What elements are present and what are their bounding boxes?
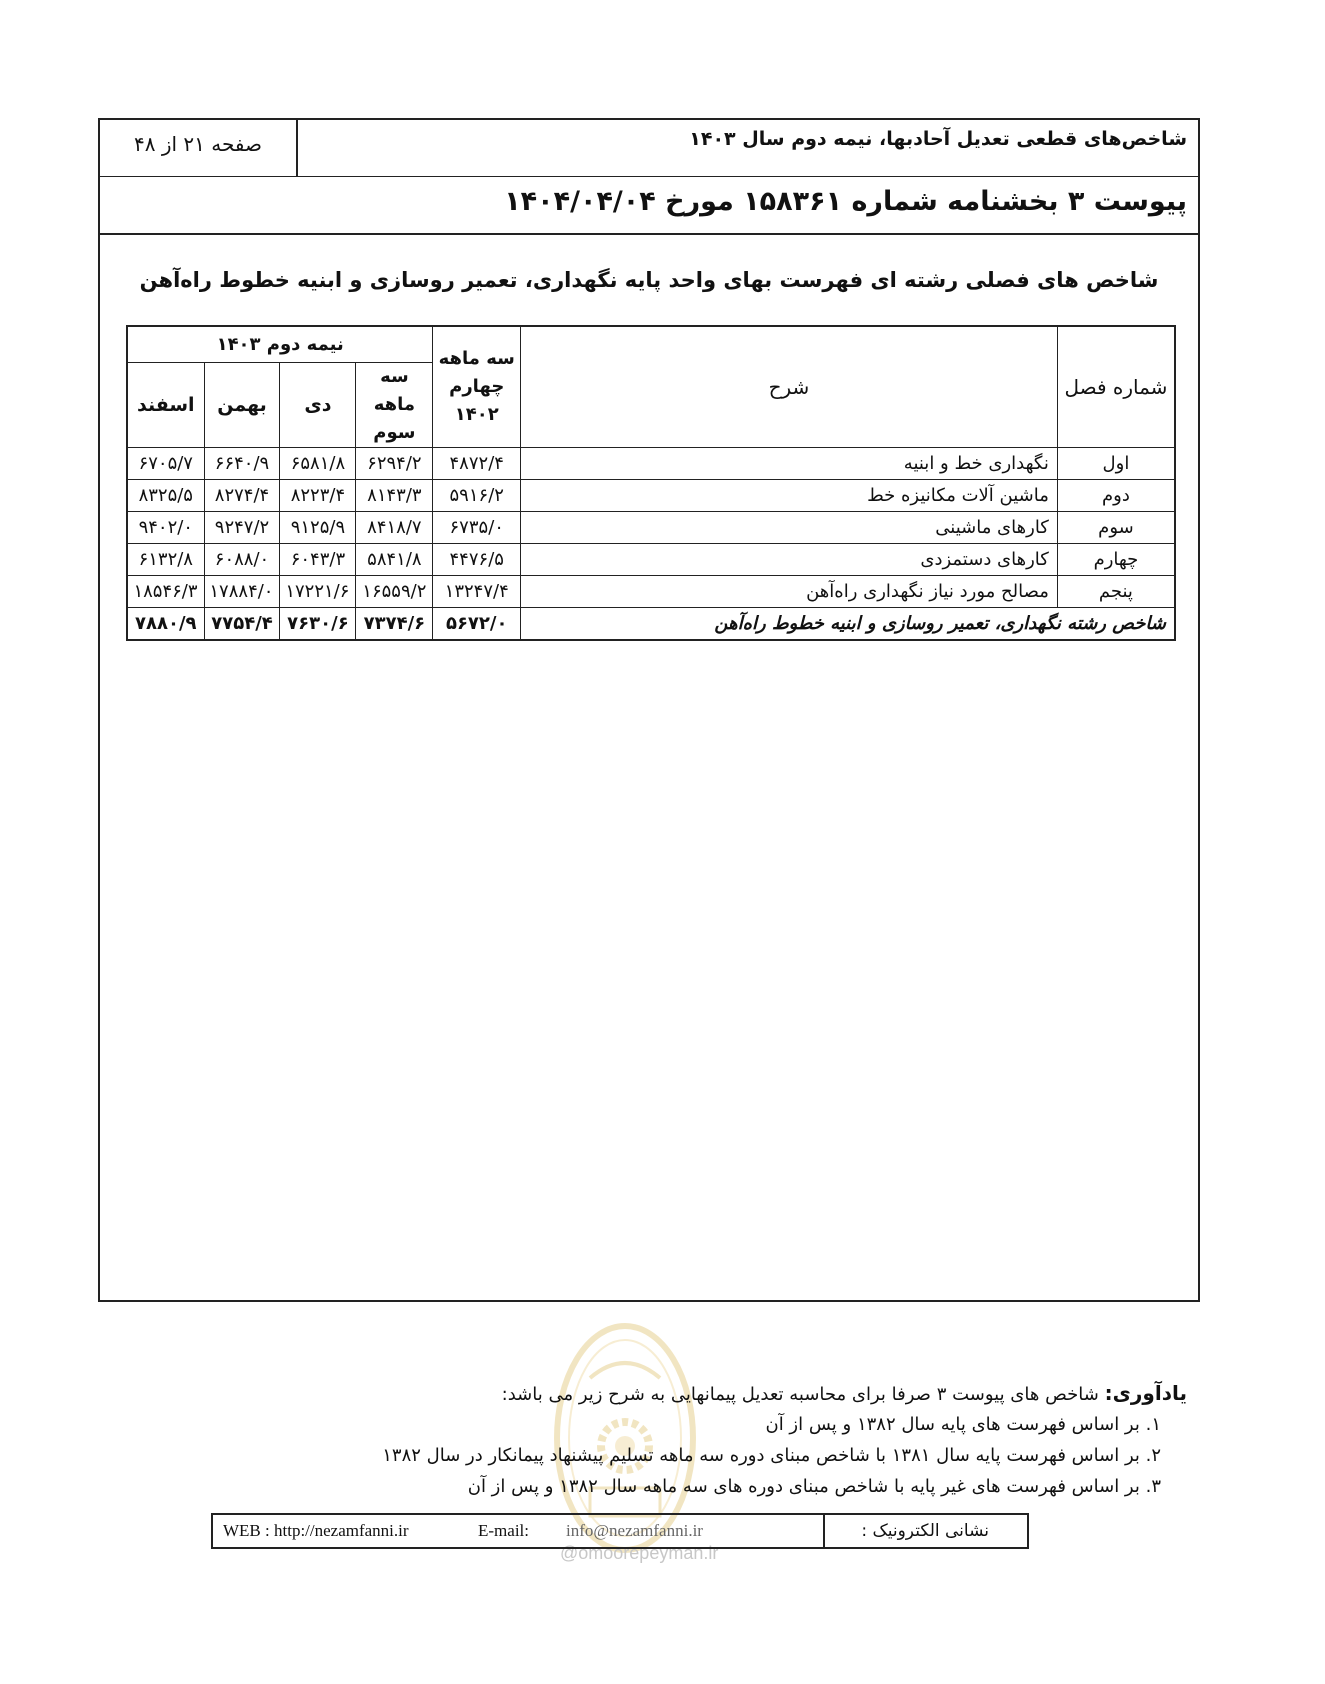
table-row — [127, 479, 1175, 511]
col-header-half-1403: نیمه دوم ۱۴۰۳ — [127, 326, 433, 362]
col-header-q4-1402: سه ماهه چهارم ۱۴۰۲ — [433, 326, 521, 447]
notes-label: یادآوری: — [1104, 1381, 1187, 1405]
cell-q4-1402: ۶۷۳۵/۰ — [433, 511, 521, 543]
contact-label: نشانی الکترونیک : — [861, 1521, 989, 1541]
cell-q4-1402: ۴۴۷۶/۵ — [433, 543, 521, 575]
table-row — [127, 575, 1175, 607]
cell-esfand: ۶۱۳۲/۸ — [127, 543, 204, 575]
col-header-description: شرح — [521, 326, 1058, 447]
col-header-esfand: اسفند — [127, 362, 204, 447]
notes-intro-line — [287, 1378, 1187, 1410]
header-title: شاخص‌های قطعی تعدیل آحادبها، نیمه دوم سال ۱۴۰۳ — [689, 128, 1187, 150]
total-q3: ۷۳۷۴/۶ — [356, 607, 433, 640]
cell-description: کارهای ماشینی — [521, 511, 1058, 543]
col-header-dey: دی — [280, 362, 356, 447]
cell-esfand: ۶۷۰۵/۷ — [127, 447, 204, 479]
table-row — [127, 447, 1175, 479]
note-item: ۳. بر اساس فهرست های غیر پایه با شاخص مبنای دوره های سه ماهه سال ۱۳۸۲ و پس از آن — [467, 1476, 1161, 1497]
index-table — [126, 325, 1176, 641]
cell-chapter: سوم — [1057, 511, 1175, 543]
table-title: شاخص های فصلی رشته ای فهرست بهای واحد پایه نگهداری، تعمیر روسازی و ابنیه خطوط راه‌آهن — [139, 268, 1159, 292]
table-row — [127, 543, 1175, 575]
note-item: ۱. بر اساس فهرست های پایه سال ۱۳۸۲ و پس از آن — [765, 1414, 1161, 1435]
cell-bahman: ۶۶۴۰/۹ — [204, 447, 280, 479]
cell-bahman: ۱۷۸۸۴/۰ — [204, 575, 280, 607]
cell-dey: ۱۷۲۲۱/۶ — [280, 575, 356, 607]
cell-chapter: پنجم — [1057, 575, 1175, 607]
cell-esfand: ۸۳۲۵/۵ — [127, 479, 204, 511]
cell-bahman: ۸۲۷۴/۴ — [204, 479, 280, 511]
col-header-q3: سه ماهه سوم — [356, 362, 433, 447]
circular-title: پیوست ۳ بخشنامه شماره ۱۵۸۳۶۱ مورخ ۱۴۰۴/۰۴/۰۴ — [504, 186, 1187, 217]
header-divider — [296, 118, 298, 177]
cell-description: مصالح مورد نیاز نگهداری راه‌آهن — [521, 575, 1058, 607]
notes-intro: شاخص های پیوست ۳ صرفا برای محاسبه تعدیل پیمانهایی به شرح زیر می باشد: — [501, 1384, 1099, 1405]
cell-dey: ۹۱۲۵/۹ — [280, 511, 356, 543]
cell-dey: ۶۰۴۳/۳ — [280, 543, 356, 575]
cell-q3: ۵۸۴۱/۸ — [356, 543, 433, 575]
cell-chapter: دوم — [1057, 479, 1175, 511]
cell-chapter: چهارم — [1057, 543, 1175, 575]
cell-q3: ۸۱۴۳/۳ — [356, 479, 433, 511]
col-header-bahman: بهمن — [204, 362, 280, 447]
cell-bahman: ۶۰۸۸/۰ — [204, 543, 280, 575]
email-link[interactable]: info@nezamfanni.ir — [566, 1521, 703, 1540]
note-item: ۲. بر اساس فهرست پایه سال ۱۳۸۱ با شاخص مبنای دوره سه ماهه تسلیم پیشنهاد پیمانکار در سال ۱۳۸۲ — [382, 1445, 1161, 1466]
cell-description: کارهای دستمزدی — [521, 543, 1058, 575]
cell-bahman: ۹۲۴۷/۲ — [204, 511, 280, 543]
col-header-chapter: شماره فصل — [1057, 326, 1175, 447]
total-bahman: ۷۷۵۴/۴ — [204, 607, 280, 640]
total-dey: ۷۶۳۰/۶ — [280, 607, 356, 640]
cell-q3: ۸۴۱۸/۷ — [356, 511, 433, 543]
cell-q4-1402: ۱۳۲۴۷/۴ — [433, 575, 521, 607]
cell-chapter: اول — [1057, 447, 1175, 479]
cell-q4-1402: ۵۹۱۶/۲ — [433, 479, 521, 511]
cell-esfand: ۱۸۵۴۶/۳ — [127, 575, 204, 607]
total-esfand: ۷۸۸۰/۹ — [127, 607, 204, 640]
cell-description: ماشین آلات مکانیزه خط — [521, 479, 1058, 511]
cell-dey: ۸۲۲۳/۴ — [280, 479, 356, 511]
email-label: E-mail: — [478, 1521, 529, 1540]
total-row — [127, 607, 1175, 640]
website-link[interactable]: WEB : http://nezamfanni.ir — [223, 1521, 409, 1540]
cell-q4-1402: ۴۸۷۲/۴ — [433, 447, 521, 479]
cell-description: نگهداری خط و ابنیه — [521, 447, 1058, 479]
header-bottom-rule — [98, 233, 1200, 235]
table-row — [127, 511, 1175, 543]
cell-dey: ۶۵۸۱/۸ — [280, 447, 356, 479]
total-q4-1402: ۵۶۷۲/۰ — [433, 607, 521, 640]
watermark-text: @omoorepeyman.ir — [560, 1543, 719, 1563]
cell-q3: ۶۲۹۴/۲ — [356, 447, 433, 479]
header-row-top — [127, 326, 1175, 362]
document-frame — [98, 118, 1200, 1302]
cell-esfand: ۹۴۰۲/۰ — [127, 511, 204, 543]
total-description: شاخص رشته نگهداری، تعمیر روسازی و ابنیه خطوط راه‌آهن — [521, 607, 1175, 640]
cell-q3: ۱۶۵۵۹/۲ — [356, 575, 433, 607]
page-number: صفحه ۲۱ از ۴۸ — [134, 132, 262, 156]
contact-box-divider — [823, 1513, 825, 1549]
